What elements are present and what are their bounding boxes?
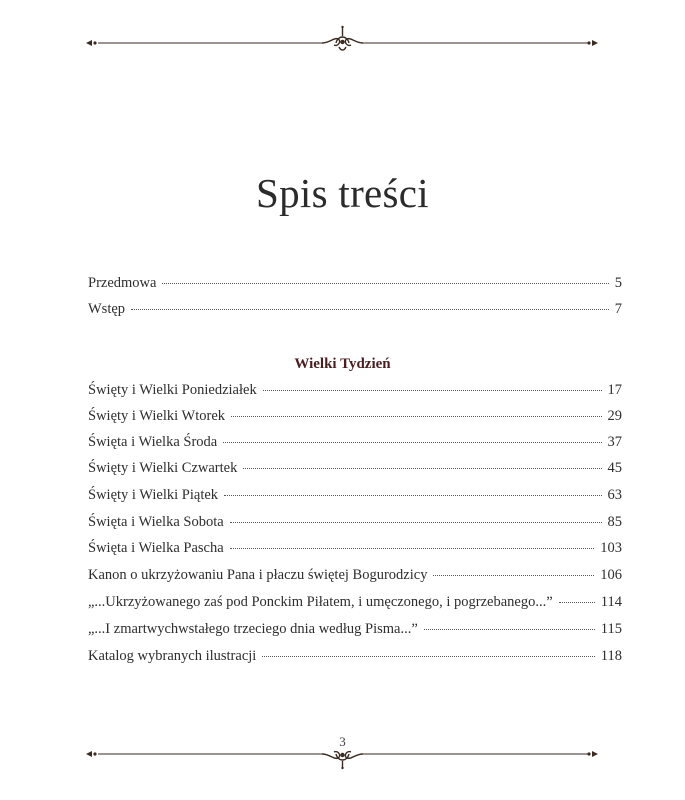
toc-entry-page: 5	[614, 275, 622, 291]
toc-entry[interactable]	[88, 301, 622, 321]
toc-entry-title: Kanon o ukrzyżowaniu Pana i płaczu świętej Bogurodzicy	[88, 567, 428, 583]
toc-leader-dots	[230, 520, 602, 523]
toc-entry[interactable]	[88, 408, 622, 428]
toc-entry[interactable]	[88, 648, 622, 668]
toc-entry-page: 45	[607, 460, 622, 476]
toc-entry-page: 118	[600, 648, 622, 664]
toc-leader-dots	[223, 440, 601, 443]
toc-entry-page: 17	[607, 382, 622, 398]
toc-entry-title: Święty i Wielki Piątek	[88, 487, 219, 503]
section-heading: Wielki Tydzień	[294, 356, 391, 372]
toc-leader-dots	[131, 307, 609, 310]
page-title: Spis treści	[256, 170, 429, 217]
toc-entry-page: 106	[600, 567, 622, 583]
toc-entry-title: Wstęp	[88, 301, 126, 317]
ornament-left-end	[86, 40, 97, 46]
bottom-ornament	[0, 740, 685, 770]
toc-entry[interactable]	[88, 621, 622, 641]
toc-entry-page: 103	[600, 540, 622, 556]
toc-entry-page: 85	[607, 514, 622, 530]
toc-leader-dots	[230, 546, 595, 549]
toc-entry-title: Święty i Wielki Wtorek	[88, 408, 226, 424]
toc-entry-page: 114	[600, 594, 622, 610]
top-ornament	[0, 25, 685, 55]
toc-entry[interactable]	[88, 275, 622, 295]
toc-entry-title: Święty i Wielki Czwartek	[88, 460, 238, 476]
toc-leader-dots	[162, 281, 608, 284]
toc-entry-page: 115	[600, 621, 622, 637]
ornament-right-end	[587, 40, 598, 46]
toc-entry-title: „...I zmartwychwstałego trzeciego dnia według Pisma...”	[88, 621, 418, 637]
toc-entry[interactable]	[88, 514, 622, 534]
toc-entry-page: 29	[607, 408, 622, 424]
toc-entry[interactable]	[88, 460, 622, 480]
toc-entry-title: Święta i Wielka Sobota	[88, 514, 224, 530]
toc-entry-title: „...Ukrzyżowanego zaś pod Ponckim Piłatem, i umęczonego, i pogrzebanego...”	[88, 594, 553, 610]
toc-entry-title: Święty i Wielki Poniedziałek	[88, 382, 257, 398]
page-number: 3	[339, 734, 346, 749]
toc-entry[interactable]	[88, 594, 622, 614]
toc-entry[interactable]	[88, 434, 622, 454]
toc-leader-dots	[224, 493, 601, 496]
toc-entry-title: Święta i Wielka Pascha	[88, 540, 224, 556]
toc-leader-dots	[243, 466, 601, 469]
toc-leader-dots	[231, 414, 601, 417]
toc-entry-title: Katalog wybranych ilustracji	[88, 648, 257, 664]
ornament-right-end	[587, 751, 598, 757]
toc-leader-dots	[263, 388, 602, 391]
toc-entry-page: 63	[607, 487, 622, 503]
toc-entry-page: 7	[614, 301, 622, 317]
toc-leader-dots	[424, 627, 595, 630]
toc-entry[interactable]	[88, 487, 622, 507]
toc-leader-dots	[262, 654, 594, 657]
toc-entry[interactable]	[88, 382, 622, 402]
toc-entry-title: Przedmowa	[88, 275, 157, 291]
toc-leader-dots	[559, 600, 595, 603]
toc-leader-dots	[433, 573, 594, 576]
ornament-left-end	[86, 751, 97, 757]
toc-entry-page: 37	[607, 434, 622, 450]
ornament-center	[322, 27, 363, 50]
toc-entry[interactable]	[88, 540, 622, 560]
toc-entry[interactable]	[88, 567, 622, 587]
toc-entry-title: Święta i Wielka Środa	[88, 434, 218, 450]
